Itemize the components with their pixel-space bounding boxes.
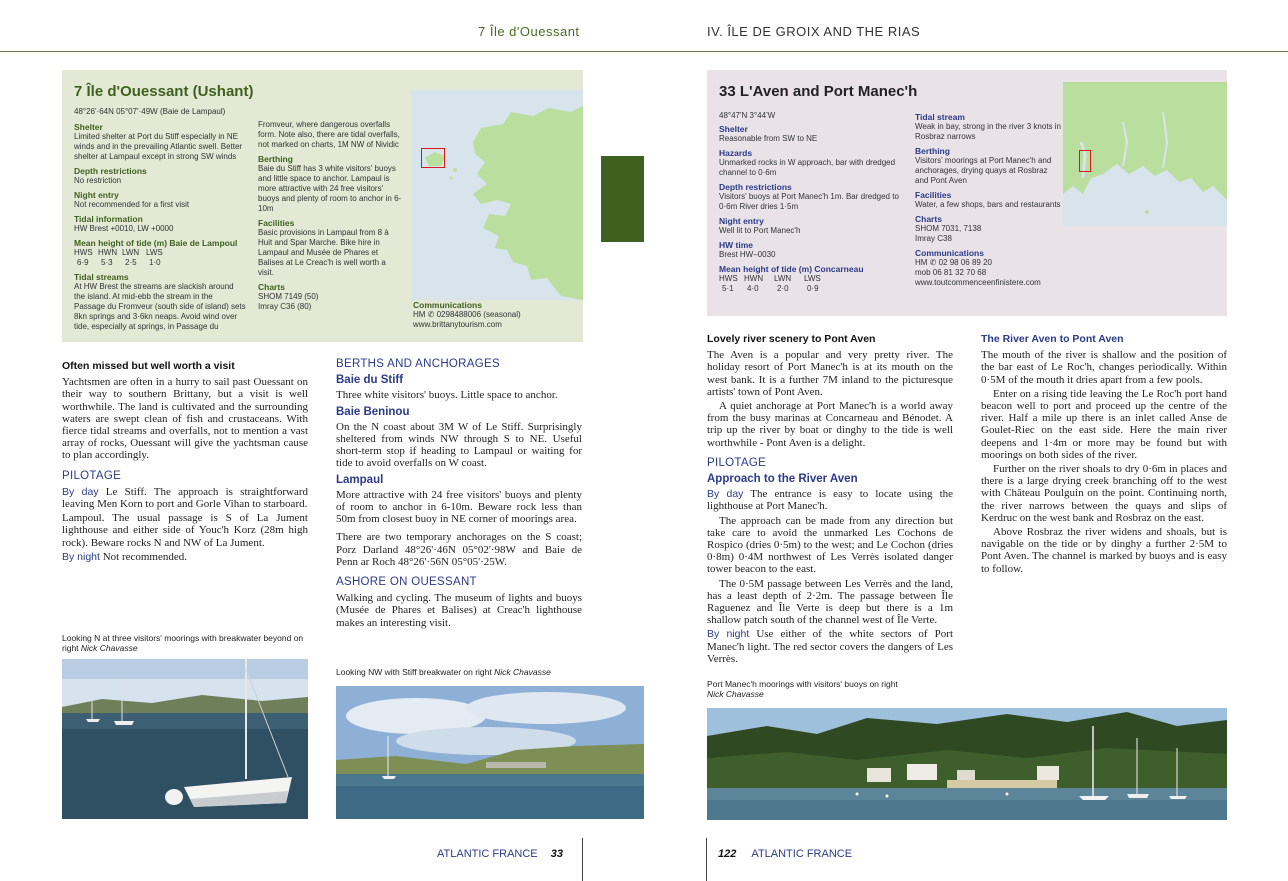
photo-harbour-image: [336, 686, 644, 819]
footer-book-title: ATLANTIC FRANCE: [437, 848, 538, 860]
left-running-head: 7 Île d'Ouessant: [478, 24, 580, 39]
charts-heading: Charts: [258, 282, 285, 292]
right-page-column-1: [707, 333, 953, 667]
caption-text: Looking NW with Stiff breakwater on right: [336, 667, 495, 677]
tide-value: 4·0: [747, 284, 759, 293]
intro-paragraph: Yachtsmen are often in a hurry to sail past Ouessant on their way to southern Brittany, but a visit is well worthwhile. The land is cultivated and the surrounding waters are swept clean of fish and crustaceans. With fierce tidal streams and overfalls, not to mention a vast array of rocks, Ouessant will give the yachtsman cause to plan accordingly.: [62, 376, 308, 462]
communications-heading: Communications: [915, 248, 984, 258]
tide-value: 6·9: [77, 258, 89, 267]
footer-page-number: 33: [550, 848, 563, 860]
left-page-column-2: [336, 358, 582, 631]
depth-heading: Depth restrictions: [74, 166, 147, 176]
infobox-coords: 48°26'·64N 05°07'·49W (Baie de Lampaul): [74, 107, 226, 116]
ashore-heading: ASHORE ON OUESSANT: [336, 576, 477, 589]
lampoul-paragraph: Lampoul. The usual passage is S of La Jument lighthouse and either side of Youc'h Korz (28m high rock). Beware rocks N and NW of La Jument.: [62, 512, 308, 549]
berths-heading: BERTHS AND ANCHORAGES: [336, 358, 500, 370]
pilotage-heading: PILOTAGE: [62, 469, 122, 482]
communications-block: [413, 298, 581, 330]
tidal-streams-heading: Tidal streams: [74, 272, 129, 282]
facilities-text: Basic provisions in Lampaul from 8 à Huit and Spar Marche. Bike hire in Lampaul and Musée de Phares et Balises at Le Creac'h is well worth a visit.: [258, 228, 389, 277]
infobox-col-1: [719, 122, 909, 294]
tide-col-header: LWN: [122, 248, 140, 257]
hazards-heading: Hazards: [719, 148, 753, 158]
photo-river-mouth-image: [707, 708, 1227, 820]
tide-table: [719, 274, 909, 294]
photo-caption-1: [62, 634, 308, 653]
anchorage-paragraph: A quiet anchorage at Port Manec'h is a world away from the busy marinas at Concarneau and Bénodet. A trip up the river by boat or dinghy to the tide is well worthwhile - Pont Aven is a delight.: [707, 400, 953, 449]
tidal-stream-heading: Tidal stream: [915, 112, 965, 122]
by-day-label: By day: [62, 485, 99, 498]
infobox-col-1: [74, 120, 246, 332]
facilities-heading: Facilities: [915, 190, 952, 200]
tidal-streams-text: At HW Brest the streams are slackish around the island. At mid-ebb the stream in the Passage du Fromveur (south side of island) sets 8kn springs and 3·6kn neaps. Avoid wind over tide, especially at springs, in Passage du: [74, 282, 246, 331]
approach-paragraph: The approach can be made from any direction but take care to avoid the unmarked Les Cochons de Rospico (dries 0·5m) to the west; and Le Cochon (dries 0·8m) 0·4M northwest of Les Verrès isolated danger tower beacon to the east.: [707, 514, 953, 576]
river-heading: The River Aven to Pont Aven: [981, 333, 1124, 345]
tide-col-header: HWS: [719, 274, 738, 283]
charts-heading: Charts: [915, 214, 942, 224]
right-harbour-infobox: [707, 70, 1227, 316]
river-paragraph-1: The mouth of the river is shallow and the position of the bar east of Le Roc'h, changes periodically. Within 0·5M of the mouth it dries apart from a few pools.: [981, 349, 1227, 386]
tidal-streams-continued: Fromveur, where dangerous overfalls form. Note also, there are tidal overfalls, not marked on charts, 1M NW of Nividic: [258, 120, 400, 149]
communications-heading: Communications: [413, 300, 482, 310]
tide-col-header: LWS: [146, 248, 163, 257]
footer-page-number: 122: [718, 848, 737, 860]
by-night-text: Use either of the white sectors of Port Manec'h light. The red sector covers the dangers of Les Verrès.: [707, 628, 953, 665]
tide-value: 2·0: [777, 284, 789, 293]
tidal-info-heading: Tidal information: [74, 214, 143, 224]
night-text: Well lit to Port Manec'h: [719, 226, 801, 235]
pilotage-heading: PILOTAGE: [707, 456, 767, 469]
locator-map: [1063, 82, 1227, 226]
lampaul-text-2: There are two temporary anchorages on the S coast; Porz Darland 48°26'·46N 05°02'·98W and Baie de Penn ar Roch 48°26'·56N 05°05'·25W.: [336, 531, 582, 568]
by-day-text: Le Stiff. The approach is straightforward leaving Men Korn to port and Gorle Vihan to starboard.: [62, 485, 308, 511]
mean-tide-heading: Mean height of tide (m) Baie de Lampoul: [74, 238, 238, 248]
footer-book-title: ATLANTIC FRANCE: [751, 848, 853, 860]
right-page-column-2: [981, 333, 1227, 577]
hw-time-heading: HW time: [719, 240, 753, 250]
river-paragraph-3: Further on the river shoals to dry 0·6m in places and there is a large drying creek branching off to the west with Château Poulguin on the point. Continuing north, the river narrows between the quays and slips of Kerdruc on the west bank and Rosbraz on the east.: [981, 463, 1227, 524]
berthing-text: Visitors' moorings at Port Manec'h and anchorages, drying quays at Rosbraz and Pont Aven: [915, 156, 1052, 185]
intro-heading: Lovely river scenery to Pont Aven: [707, 333, 876, 345]
locator-map: [411, 90, 583, 300]
tide-col-header: HWN: [744, 274, 764, 283]
depth-text: No restriction: [74, 176, 122, 185]
right-footer: [718, 848, 852, 860]
shelter-text: Reasonable from SW to NE: [719, 134, 818, 143]
locator-box: [1079, 150, 1091, 172]
charts-imray: Imray C38: [915, 234, 952, 243]
berthing-heading: Berthing: [915, 146, 950, 156]
night-heading: Night entry: [719, 216, 764, 226]
charts-shom: SHOM 7031, 7138: [915, 224, 982, 233]
tide-value: 5·3: [101, 258, 113, 267]
communications-phone: HM ✆ 0298488006 (seasonal): [413, 310, 521, 319]
intro-paragraph: The Aven is a popular and very pretty river. The holiday resort of Port Manec'h is at its mouth on the west bank. It is a further 7M inland to the picturesque artists' town of Pont Aven.: [707, 349, 953, 398]
by-day-label: By day: [707, 488, 744, 501]
right-running-head: IV. ÎLE DE GROIX AND THE RIAS: [707, 24, 921, 39]
charts-imray: Imray C36 (80): [258, 302, 312, 311]
photo-caption-2: [336, 668, 582, 678]
communications-web: www.toutcommenceenfinistere.com: [915, 278, 1041, 287]
by-night-label: By night: [707, 628, 750, 641]
ashore-text: Walking and cycling. The museum of lights and buoys (Musée de Phares et Balises) at Creac'h lighthouse makes an interesting visit.: [336, 592, 582, 629]
baie-beninou-text: On the N coast about 3M W of Le Stiff. Surprisingly sheltered from winds NW through S to NE. Useful short-term stop if heading to Lampaul or waiting for tide to avoid overfalls on W coast.: [336, 420, 582, 470]
by-night-text: Not recommended.: [99, 550, 188, 563]
depth-text: Visitors' buoys at Port Manec'h 1m. Bar dredged to 0·6m River dries 1·5m: [719, 192, 899, 211]
photo-yacht-image: [62, 659, 308, 819]
footer-divider-right: [706, 838, 707, 881]
tide-value: 1·0: [149, 258, 161, 267]
river-paragraph-4: Above Rosbraz the river widens and shoals, but is navigable on the tide or by dinghy a further 2·5M to Pont Aven. The channel is marked by buoys and is easy to follow.: [981, 526, 1227, 575]
tide-value: 0·9: [807, 284, 819, 293]
tide-col-header: LWN: [774, 274, 792, 283]
baie-du-stiff-text: Three white visitors' buoys. Little space to anchor.: [336, 389, 558, 402]
by-night-paragraph: [707, 628, 953, 665]
communications-mobile: mob 06 81 32 70 68: [915, 268, 987, 277]
shelter-heading: Shelter: [719, 124, 748, 134]
photo-caption-3: [707, 680, 953, 699]
shelter-text: Limited shelter at Port du Stiff especially in NE winds and in the prevailing Atlantic swell. Better shelter at Lampaul except in strong SW winds: [74, 132, 243, 161]
lampaul-heading: Lampaul: [336, 473, 384, 486]
lampaul-text-1: More attractive with 24 free visitors' buoys and plenty of room to anchor in 6-10m. Beware rock less than 50m from closest buoy in NE corner of moorings area.: [336, 488, 582, 526]
baie-beninou-heading: Baie Beninou: [336, 405, 410, 418]
intro-heading: Often missed but well worth a visit: [62, 360, 235, 372]
infobox-title: 33 L'Aven and Port Manec'h: [719, 83, 918, 100]
depth-heading: Depth restrictions: [719, 182, 792, 192]
caption-credit: Nick Chavasse: [707, 688, 764, 699]
facilities-text: Water, a few shops, bars and restaurants: [915, 200, 1061, 209]
chapter-thumb-tab: [601, 156, 644, 242]
berthing-text: Baie du Stiff has 3 white visitors' buoys and little space to anchor. Lampaul is more attractive with 24 free visitors' buoys and plenty of room to anchor in 6-10m: [258, 164, 402, 213]
passage-paragraph: The 0·5M passage between Les Verrès and the land, has a least depth of 2·2m. The passage between Île Raguenez and Île Verte is deep but there is a 1m shallow patch south of the channel west of Île Verte.: [707, 577, 953, 627]
berthing-heading: Berthing: [258, 154, 293, 164]
left-page-column-1: [62, 360, 308, 565]
approach-heading: Approach to the River Aven: [707, 473, 858, 486]
hazards-text: Unmarked rocks in W approach, bar with dredged channel to 0·6m: [719, 158, 896, 177]
tidal-info-text: HW Brest +0010, LW +0000: [74, 224, 174, 233]
facilities-heading: Facilities: [258, 218, 295, 228]
infobox-col-2: [915, 110, 1061, 288]
locator-box: [421, 148, 445, 168]
charts-shom: SHOM 7149 (50): [258, 292, 319, 301]
by-day-paragraph: [62, 486, 308, 510]
by-day-text: The entrance is easy to locate using the lighthouse at Port Manec'h.: [707, 488, 954, 513]
tide-col-header: HWN: [98, 248, 118, 257]
infobox-title: 7 Île d'Ouessant (Ushant): [74, 83, 254, 100]
photo-stiff-breakwater: [336, 686, 644, 819]
river-paragraph-2: Enter on a rising tide leaving the Le Roc'h port hand beacon well to port and proceed up the centre of the river. Half a mile up there is an inlet called Anse de Goulet-Riec on the east side. Here the main river deepens and 1·4m or more may be found but with moorings on both sides of the river.: [981, 387, 1227, 461]
tide-value: 5·1: [722, 284, 734, 293]
caption-text: Looking N at three visitors' moorings with breakwater beyond on right: [62, 633, 304, 653]
tide-col-header: HWS: [74, 248, 93, 257]
by-night-paragraph: [62, 551, 308, 563]
by-day-paragraph: [707, 488, 953, 512]
left-harbour-infobox: [62, 70, 583, 342]
left-footer: [437, 848, 563, 860]
caption-credit: Nick Chavasse: [80, 642, 138, 653]
communications-phone: HM ✆ 02 98 06 89 20: [915, 258, 992, 267]
mean-tide-heading: Mean height of tide (m) Concarneau: [719, 264, 864, 274]
shelter-heading: Shelter: [74, 122, 103, 132]
tidal-stream-text: Weak in bay, strong in the river 3 knots in Rosbraz narrows: [915, 122, 1061, 141]
night-heading: Night entry: [74, 190, 119, 200]
photo-ouessant-moorings: [62, 659, 308, 819]
communications-web: www.brittanytourism.com: [413, 320, 502, 329]
infobox-col-2: [258, 120, 402, 312]
infobox-coords: 48°47'N 3°44'W: [719, 111, 776, 120]
night-text: Not recommended for a first visit: [74, 200, 190, 209]
by-night-label: By night: [62, 550, 100, 563]
map-landmass: [411, 90, 583, 300]
tide-value: 2·5: [125, 258, 137, 267]
caption-text: Port Manec'h moorings with visitors' buoys on right: [707, 679, 898, 689]
hw-time-text: Brest HW–0030: [719, 250, 776, 259]
footer-divider-left: [582, 838, 583, 881]
tide-col-header: LWS: [804, 274, 821, 283]
caption-credit: Nick Chavasse: [494, 667, 551, 677]
photo-port-manech: [707, 708, 1227, 820]
baie-du-stiff-heading: Baie du Stiff: [336, 374, 404, 387]
tide-table: [74, 248, 246, 268]
